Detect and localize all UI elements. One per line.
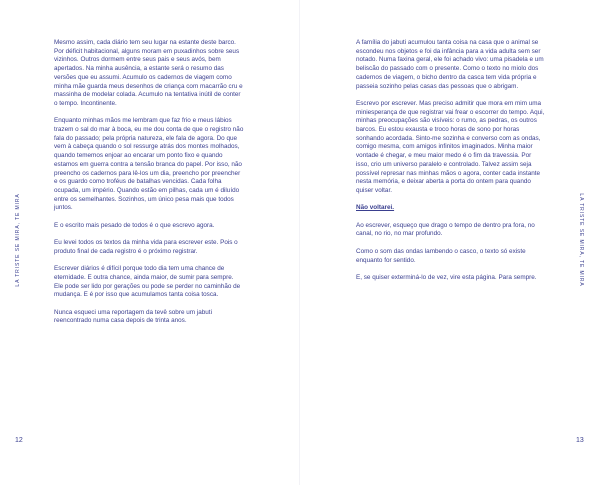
paragraph: E o escrito mais pesado de todos é o que escrevo agora. bbox=[54, 221, 215, 229]
left-page bbox=[0, 0, 299, 485]
page-number-right: 13 bbox=[576, 437, 584, 444]
paragraph: A família do jabuti acumulou tanta coisa na casa que o animal se escondeu nos objetos e foi da infância para a vida adulta sem ser notado. Numa faxina geral, ele foi achado vivo: uma pisadela e um beliscão do passado com o presente. Como o texto no miolo dos cadernos de viagem, o bicho dentro da casca tem vida própria e passeia sozinho pelas casas das pessoas que o abrigam. bbox=[356, 39, 544, 90]
left-page-body bbox=[54, 39, 244, 335]
paragraph: Nunca esqueci uma reportagem da tevê sobre um jabuti reencontrado numa casa depois de trinta anos. bbox=[54, 308, 212, 325]
running-head-left: LA TRISTE SE MIRA, TE MIRA bbox=[15, 193, 21, 287]
right-page bbox=[300, 0, 599, 485]
paragraph: Escrever diários é difícil porque todo dia tem uma chance de eternidade. E outra chance, ainda maior, de sumir para sempre. Ele pode ser lido por gerações ou pode se perder no caminhão de mudança. E é por isso que acumulamos tanta coisa tosca. bbox=[54, 265, 241, 299]
paragraph: Ao escrever, esqueço que drago o tempo de dentro pra fora, no canal, no rio, no mar profundo. bbox=[356, 221, 535, 238]
paragraph: Como o som das ondas lambendo o casco, o texto só existe enquanto for sentido. bbox=[356, 247, 526, 264]
paragraph: E, se quiser exterminá-lo de vez, vire esta página. Para sempre. bbox=[356, 273, 537, 281]
page-number-left: 12 bbox=[15, 437, 23, 444]
right-page-body bbox=[356, 39, 546, 291]
paragraph: Escrevo por escrever. Mas preciso admitir que mora em mim uma miniesperança de que registrar vai frear o escorrer do tempo. Aqui, minhas preocupações são visíveis: o rumo, as pedras, os outros barcos. Eu estou exausta e troco horas de sono por horas sonhando acordada. Sinto-me sozinha e converso com as ondas, comigo mesma, com amigos infinitos imaginados. Minha maior vontade é chegar, e meu maior medo é o fim da travessia. Por isso, crio um universo paralelo e controlado. Talvez assim seja possível represar nas minhas mãos o agora, conter cada instante nesta memória, e deixar aberta a porta do ontem para quando quiser voltar. bbox=[356, 99, 545, 194]
running-head-right: LA TRISTE SE MIRA, TE MIRA bbox=[578, 193, 584, 287]
paragraph: Enquanto minhas mãos me lembram que faz frio e meus lábios trazem o sal do mar à boca, eu me dou conta de que o registro não fala do passado; pela própria natureza, ele fala de agora. Do que vem à cabeça quando o sol ressurge atrás dos montes molhados, quando tememos enjoar ao encarar um ponto fixo e quando estamos em guerra contra a tensão branca do papel. Por isso, não preencho os cadernos para lê-los um dia, preencho por preencher e os guardo como troféus de batalhas vencidas. Cada folha ocupada, um império. Quando estão em pilhas, cada um é diluído entre os semelhantes. Sozinhos, um único pesa mais que todos juntos. bbox=[54, 117, 244, 212]
emphasized-paragraph: Não voltarei. bbox=[356, 204, 395, 212]
paragraph: Eu levei todos os textos da minha vida para escrever este. Pois o produto final de cada registro é o próximo registrar. bbox=[54, 239, 238, 255]
paragraph: Mesmo assim, cada diário tem seu lugar na estante deste barco. Por déficit habitacional, alguns moram em puxadinhos sobre seus vizinhos. Outros dormem entre seus pais e seus avós, bem apertados. Na minha ausência, a estante será o resumo das versões que eu assumi. Acumulo os cadernos de viagem como minha mãe guarda meus desenhos de criança com macarrão cru e massinha de modelar colada. Acumulo na tentativa inútil de conter o tempo. Incontinente. bbox=[54, 39, 243, 107]
